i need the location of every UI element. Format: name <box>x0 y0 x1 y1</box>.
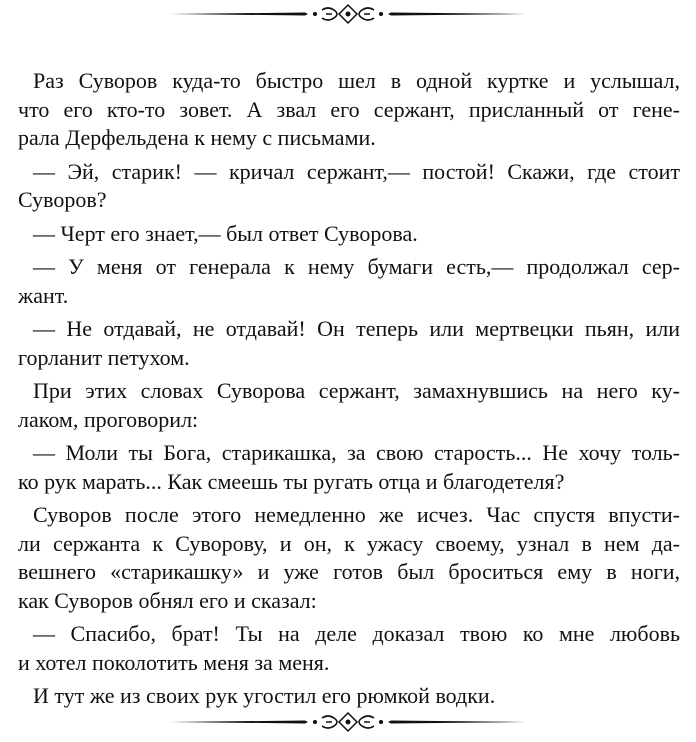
paragraph <box>18 620 680 677</box>
ornament-icon <box>170 713 526 731</box>
bottom-ornament-divider <box>170 710 526 734</box>
text-line: горланит петухом. <box>18 344 190 370</box>
top-ornament-divider <box>170 2 526 26</box>
text-line: — Эй, старик! — кричал сержант,— постой! Скажи, где стоит <box>33 158 680 184</box>
paragraph <box>18 377 680 434</box>
paragraph <box>18 682 680 711</box>
paragraph <box>18 253 680 310</box>
text-line: ко рук марать... Как смеешь ты ругать отца и благодетеля? <box>18 468 565 494</box>
text-line: Раз Суворов куда-то быстро шел в одной куртке и услышал, <box>33 68 680 93</box>
text-line: Суворов после этого немедленно же исчез. Час спустя впусти- <box>33 502 680 527</box>
paragraph <box>18 501 680 615</box>
text-line: жант. <box>18 282 69 308</box>
text-line: рала Дерфельдена к нему с письмами. <box>18 125 376 150</box>
text-line: — Моли ты Бога, старикашка, за свою старость... Не хочу толь- <box>33 440 680 465</box>
text-line: как Суворов обнял его и сказал: <box>18 587 317 613</box>
ornament-icon <box>170 5 526 23</box>
text-line: — У меня от генерала к нему бумаги есть,— продолжал сер- <box>33 254 680 279</box>
text-line: лаком, проговорил: <box>18 406 199 432</box>
paragraph <box>18 67 680 153</box>
text-line: При этих словах Суворова сержант, замахнувшись на него ку- <box>33 378 680 403</box>
text-line: Суворов? <box>18 187 107 212</box>
text-line: И тут же из своих рук угостил его рюмкой водки. <box>33 683 496 708</box>
text-line: и хотел поколотить меня за меня. <box>18 649 330 675</box>
paragraph <box>18 315 680 372</box>
story-text <box>18 67 680 716</box>
paragraph <box>18 158 680 215</box>
text-line: ли сержанта к Суворову, и он, к ужасу своему, узнал в нем да- <box>18 530 680 556</box>
text-line: — Не отдавай, не отдавай! Он теперь или мертвецки пьян, или <box>33 316 680 341</box>
paragraph <box>18 439 680 496</box>
text-line: вешнего «старикашку» и уже готов был броситься ему в ноги, <box>18 559 680 584</box>
text-line: — Черт его знает,— был ответ Суворова. <box>33 220 418 246</box>
text-line: — Спасибо, брат! Ты на деле доказал твою ко мне любовь <box>33 621 680 646</box>
paragraph <box>18 220 680 249</box>
text-line: что его кто-то зовет. А звал его сержант, присланный от гене- <box>18 96 680 122</box>
